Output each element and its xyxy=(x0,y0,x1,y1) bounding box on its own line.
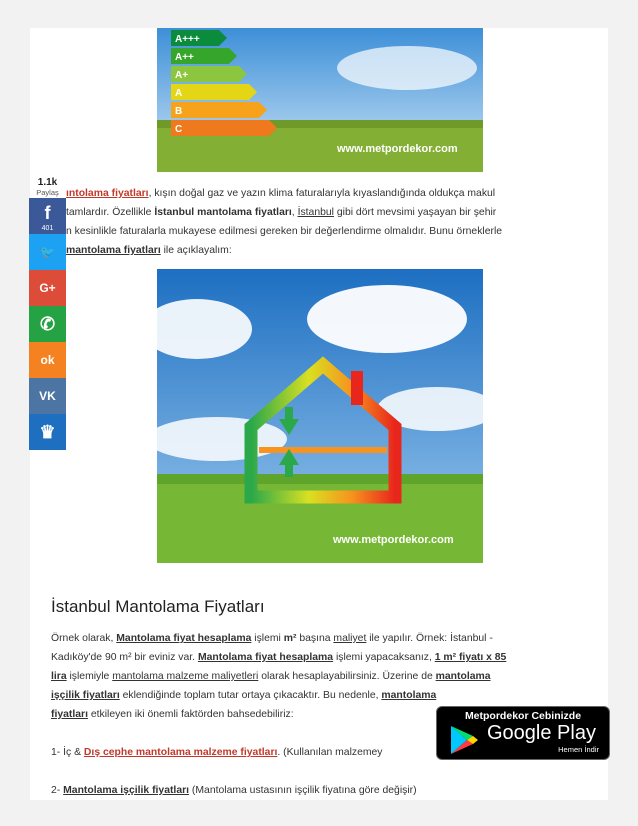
watermark: www.metpordekor.com xyxy=(333,534,454,546)
link-mantolama-fiyatlari-2[interactable]: mantolama fiyatları xyxy=(66,245,161,256)
twitter-icon: 🐦 xyxy=(40,245,55,259)
share-sidebar xyxy=(29,178,66,450)
share-vk-button[interactable] xyxy=(29,378,66,414)
share-odnoklassniki-button[interactable] xyxy=(29,342,66,378)
energy-rating-image xyxy=(157,28,483,172)
share-twitter-button[interactable] xyxy=(29,234,66,270)
share-label: Paylaş xyxy=(36,188,59,197)
link-istanbul[interactable]: İstanbul xyxy=(297,207,334,218)
google-plus-icon: G+ xyxy=(39,281,56,295)
badge-main-text: Google Play xyxy=(487,722,596,744)
link-fiyatlari[interactable]: fiyatları xyxy=(51,709,88,720)
section-paragraph: Örnek olarak, Mantolama fiyat hesaplama işlemi m² başına maliyet ile yapılır. Örnek: İstanbul - Kadıköy'de 90 m² bir eviniz var. Mantolama fiyat hesaplama işlemi yapacaksanız, 1 m² fiyatı x 85 lira işlemiyle mantolama malzeme maliyetleri olarak hesaplayabilirsiniz. Üzerine de mantolama işçilik fiyatları eklendiğinde toplam tutar ortaya çıkacaktır. Bu nedenle, mantolama fiyatları etkileyen iki önemli faktörden bahsedebiliriz: 1- İç & Dış cephe mantolama malzeme fiyatları. (Kullanılan malzemey 2- Mantolama işçilik fiyatları (Mantolama ustasının işçilik fiyatına göre değişir) xyxy=(51,633,507,796)
share-whatsapp-button[interactable] xyxy=(29,306,66,342)
crown-icon: ♛ xyxy=(39,421,56,442)
rating-label: A+++ xyxy=(175,34,200,45)
intro-paragraph: ıntolama fiyatları, kışın doğal gaz ve yazın klima faturalarıyla kıyaslandığında oldukça makul tamlardır. Özellikle İstanbul mantolama fiyatları, İstanbul gibi dört mevsimi yaşayan bir şehir n kesinlikle faturalarla mukayese edilmesi gereken bir değerlendirme olmalıdır. Bunu örneklerle mantolama fiyatları ile açıklayalım: xyxy=(66,188,503,256)
link-mantolama-2[interactable]: mantolama xyxy=(381,690,437,701)
link-maliyet[interactable]: maliyet xyxy=(333,633,367,644)
google-play-badge[interactable] xyxy=(436,706,610,760)
link-dis-cephe-malzeme[interactable]: Dış cephe mantolama malzeme fiyatları xyxy=(83,747,278,758)
link-iscilik-fiyatlari[interactable]: işçilik fiyatları xyxy=(51,690,120,701)
share-count: 1.1k xyxy=(37,177,58,188)
rating-label: C xyxy=(175,124,183,135)
google-play-icon xyxy=(449,724,479,756)
vk-icon: VK xyxy=(39,389,56,403)
rating-label: A xyxy=(175,88,183,99)
odnoklassniki-icon: ok xyxy=(40,353,55,367)
link-mantolama-malzeme-maliyetleri[interactable]: mantolama malzeme maliyetleri xyxy=(112,671,259,682)
facebook-share-count: 401 xyxy=(41,225,54,232)
link-mantolama-iscilik[interactable]: Mantolama işçilik fiyatları xyxy=(63,785,190,796)
link-mantolama-fiyatlari[interactable]: ıntolama fiyatları xyxy=(66,188,149,199)
house-energy-image xyxy=(157,269,483,563)
link-mantolama-fiyat-hesaplama[interactable]: Mantolama fiyat hesaplama xyxy=(116,633,252,644)
rating-label: A+ xyxy=(175,70,189,81)
link-lira[interactable]: lira xyxy=(51,671,67,682)
facebook-icon: f xyxy=(44,202,51,223)
share-crown-button[interactable] xyxy=(29,414,66,450)
share-facebook-button[interactable] xyxy=(29,198,66,234)
rating-label: B xyxy=(175,106,183,117)
section-title: İstanbul Mantolama Fiyatları xyxy=(51,597,265,616)
link-1m2-fiyati[interactable]: 1 m² fiyatı x 85 xyxy=(434,652,507,663)
badge-top-text: Metpordekor Cebinizde xyxy=(464,710,582,722)
share-google-plus-button[interactable] xyxy=(29,270,66,306)
link-mantolama-fiyat-hesaplama-2[interactable]: Mantolama fiyat hesaplama xyxy=(197,652,334,663)
watermark: www.metpordekor.com xyxy=(337,143,458,155)
badge-sub-text: Hemen İndir xyxy=(558,745,599,754)
whatsapp-icon: ✆ xyxy=(39,313,56,334)
link-mantolama[interactable]: mantolama xyxy=(435,671,491,682)
rating-label: A++ xyxy=(175,52,194,63)
